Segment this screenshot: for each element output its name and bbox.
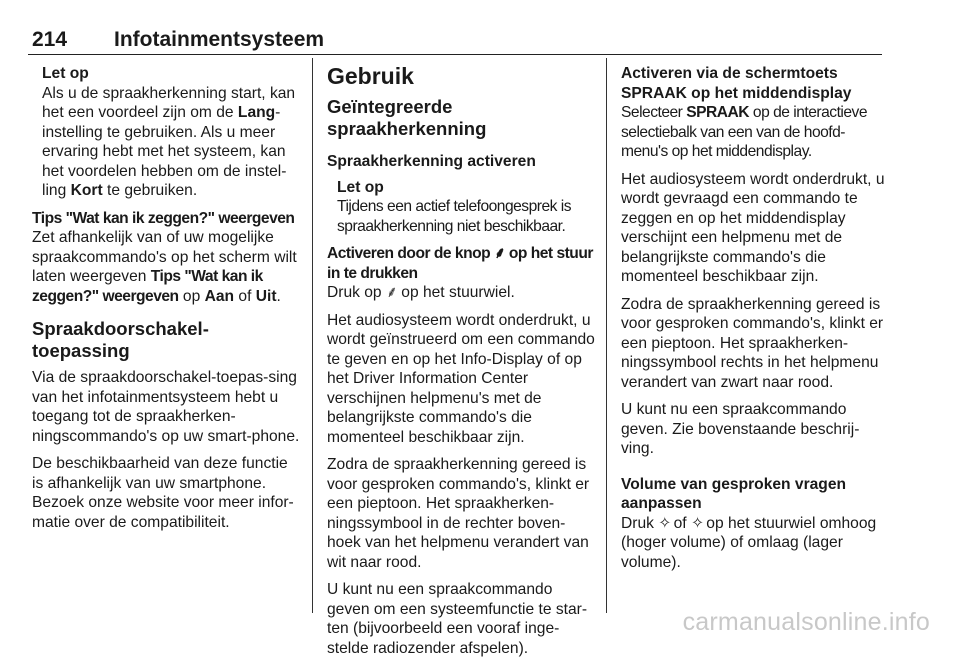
- paragraph: Zodra de spraakherkenning gereed is voor gesproken commando's, klinkt er een pieptoon. Het spraakherken-ningssymbool in de rechter boven-hoek van het helpmenu verandert van wit naar rood.: [327, 456, 590, 571]
- note-block: [32, 64, 302, 201]
- page-header: [28, 30, 882, 55]
- paragraph: De beschikbaarheid van deze functie is afhankelijk van uw smartphone. Bezoek onze website voor meer infor-matie over de compatibiliteit.: [32, 455, 294, 531]
- column-right: [621, 64, 891, 580]
- page-title: Infotainmentsysteem: [114, 28, 325, 51]
- subheading: Activeren door de knop ⸙ op het stuur in te drukken: [327, 245, 593, 282]
- paragraph: Druk op ⸙ op het stuurwiel.: [327, 284, 515, 301]
- section-heading: Geïntegreerde spraakherkenning: [327, 96, 487, 139]
- volume-down-icon: ✧: [690, 514, 705, 532]
- paragraph: Druk ✧ of ✧ op het stuurwiel omhoog (hoger volume) of omlaag (lager volume).: [621, 514, 877, 571]
- tips-heading: Tips "Wat kan ik zeggen?" weergeven: [32, 209, 295, 227]
- paragraph: U kunt nu een spraakcommando geven. Zie bovenstaande beschrij-ving.: [621, 401, 860, 457]
- note-heading: Let op: [337, 178, 384, 196]
- voice-button-icon: ⸙: [494, 245, 506, 262]
- column-divider: [606, 58, 607, 613]
- paragraph: Het audiosysteem wordt onderdrukt, u wordt gevraagd een commando te zeggen en op het middendisplay verschijnt een helpmenu met de belangrijkste commando's die momenteel beschikbaar zijn.: [621, 170, 885, 285]
- paragraph: Selecteer SPRAAK op de interactieve selectiebalk van een van de hoofd-menu's op het middendisplay.: [621, 104, 868, 160]
- column-left: [32, 64, 302, 540]
- voice-button-icon: ⸙: [385, 284, 398, 301]
- tips-paragraph: Zet afhankelijk van of uw mogelijke spraakcommando's op het scherm wilt laten weergeven Tips "Wat kan ik zeggen?" weergeven op Aan of Uit.: [32, 229, 297, 305]
- subheading: Spraakherkenning activeren: [327, 153, 536, 170]
- volume-up-icon: ✧: [658, 514, 672, 532]
- column-divider: [312, 58, 313, 613]
- paragraph: Het audiosysteem wordt onderdrukt, u wordt geïnstrueerd om een commando te geven en op het Info-Display of op het Driver Information Center verschijnen helpmenu's met de belangrijkste commando's die momenteel beschikbaar zijn.: [327, 311, 595, 446]
- note-text: Als u de spraakherkenning start, kan het een voordeel zijn om de Lang-instelling te gebruiken. Als u meer ervaring hebt met het systeem, kan het voordelen hebben om de instel-ling Kort te gebruiken.: [42, 84, 296, 199]
- watermark: carmanualsonline.info: [682, 608, 930, 636]
- section-title: Gebruik: [327, 63, 414, 89]
- column-middle: [327, 62, 597, 666]
- note-heading: Let op: [42, 65, 89, 82]
- note-text: Tijdens een actief telefoongesprek is spraakherkenning niet beschikbaar.: [337, 198, 572, 235]
- page-number: 214: [32, 28, 68, 51]
- paragraph: Via de spraakdoorschakel-toepas-sing van het infotainmentsysteem hebt u toegang tot de spraakherken-ningscommando's op uw smart-phone.: [32, 369, 300, 445]
- subheading: Volume van gesproken vragen aanpassen: [621, 475, 847, 512]
- note-block: [327, 178, 597, 237]
- paragraph: Zodra de spraakherkenning gereed is voor gesproken commando's, klinkt er een pieptoon. Het spraakherken-ningssymbool rechts in het helpmenu verandert van zwart naar rood.: [621, 295, 884, 391]
- section-heading: Spraakdoorschakel-toepassing: [32, 318, 209, 361]
- subheading: Activeren via de schermtoets SPRAAK op het middendisplay: [621, 65, 852, 102]
- paragraph: U kunt nu een spraakcommando geven om een systeemfunctie te star-ten (bijvoorbeeld een vooraf inge-stelde radiozender afspelen).: [327, 581, 588, 657]
